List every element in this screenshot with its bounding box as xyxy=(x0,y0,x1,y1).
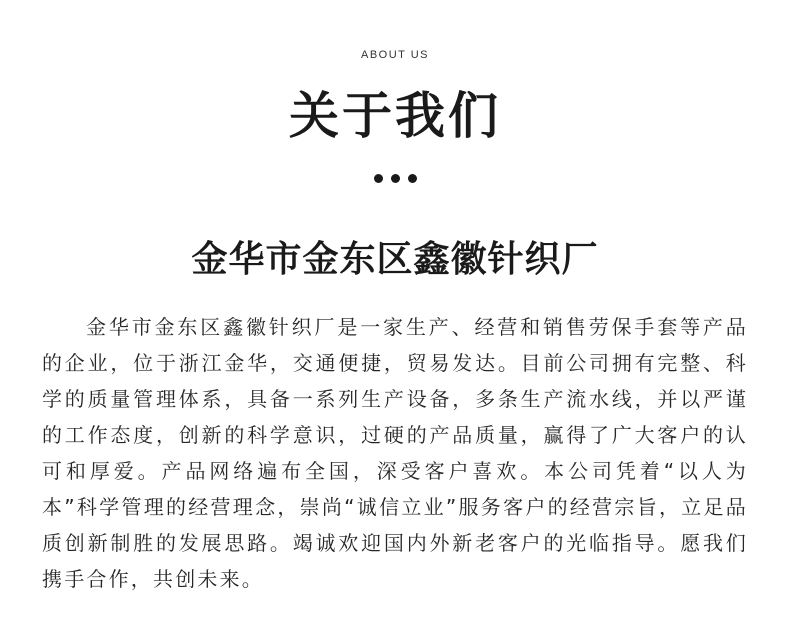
title-divider-dots xyxy=(0,174,790,183)
page-title: 关于我们 xyxy=(289,87,501,145)
company-intro-paragraph: 金华市金东区鑫徽针织厂是一家生产、经营和销售劳保手套等产品的企业，位于浙江金华，交通便捷，贸易发达。目前公司拥有完整、科学的质量管理体系，具备一系列生产设备，多条生产流水线，并以严谨的工作态度，创新的科学意识，过硬的产品质量，赢得了广大客户的认可和厚爱。产品网络遍布全国，深受客户喜欢。本公司凭着“以人为本”科学管理的经营理念，崇尚“诚信立业”服务客户的经营宗旨，立足品质创新制胜的发展思路。竭诚欢迎国内外新老客户的光临指导。愿我们携手合作，共创未来。 xyxy=(42,315,748,591)
divider-dot xyxy=(391,174,400,183)
section-eyebrow: ABOUT US xyxy=(360,49,430,61)
divider-dot xyxy=(408,174,417,183)
company-name: 金华市金东区鑫徽针织厂 xyxy=(191,239,599,280)
divider-dot xyxy=(374,174,383,183)
